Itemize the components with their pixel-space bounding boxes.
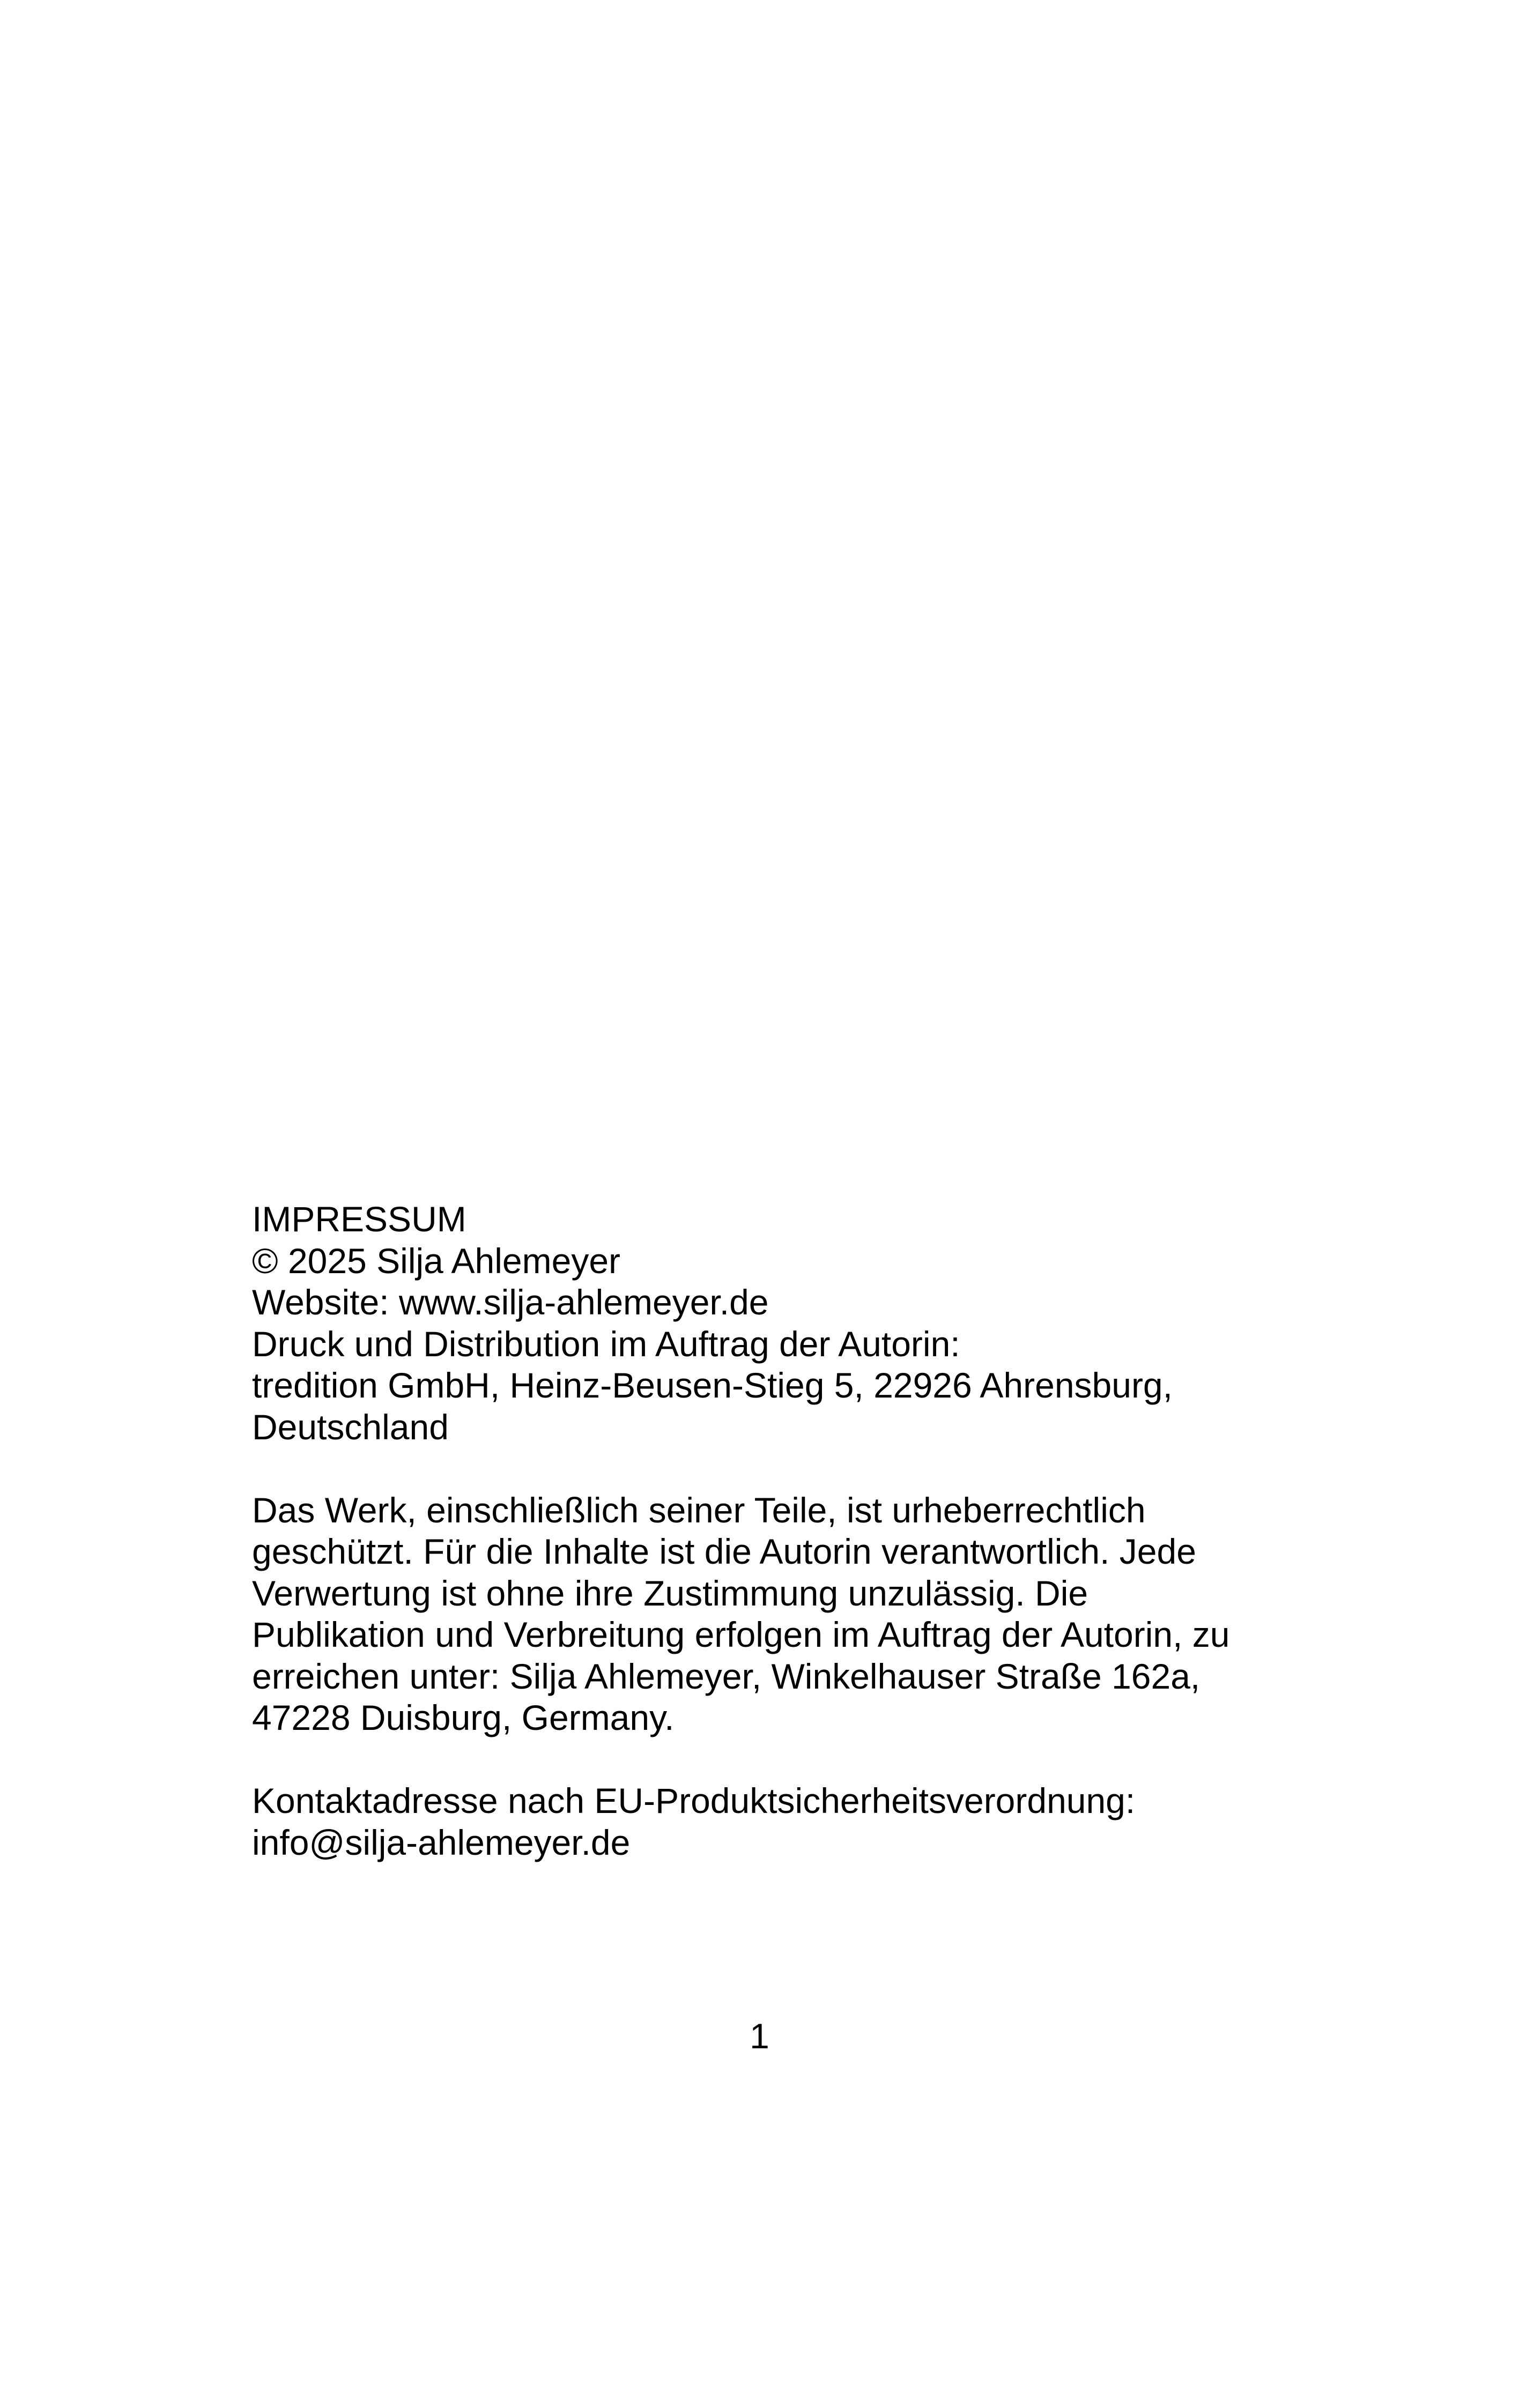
- website-line: Website: www.silja-ahlemeyer.de: [252, 1282, 769, 1322]
- rights-line: Das Werk, einschließlich seiner Teile, ist urheberrechtlich: [252, 1490, 1146, 1530]
- rights-line: Verwertung ist ohne ihre Zustimmung unzulässig. Die: [252, 1573, 1088, 1613]
- imprint-heading: IMPRESSUM: [252, 1199, 466, 1239]
- copyright-line: © 2025 Silja Ahlemeyer: [252, 1240, 621, 1281]
- page-number: 1: [750, 2016, 769, 2056]
- rights-line: erreichen unter: Silja Ahlemeyer, Winkelhauser Straße 162a,: [252, 1656, 1201, 1696]
- paragraph-gap: [252, 1739, 1324, 1781]
- rights-line: 47228 Duisburg, Germany.: [252, 1698, 675, 1737]
- rights-line: geschützt. Für die Inhalte ist die Autorin verantwortlich. Jede: [252, 1532, 1196, 1571]
- paragraph-gap: [252, 1448, 1324, 1490]
- imprint-block: [252, 1199, 1324, 1863]
- publisher-address-line: tredition GmbH, Heinz-Beusen-Stieg 5, 22926 Ahrensburg,: [252, 1365, 1173, 1405]
- print-distribution-line: Druck und Distribution im Auftrag der Autorin:: [252, 1324, 960, 1364]
- publisher-country-line: Deutschland: [252, 1407, 449, 1447]
- contact-label-line: Kontaktadresse nach EU-Produktsicherheitsverordnung:: [252, 1781, 1136, 1820]
- rights-line: Publikation und Verbreitung erfolgen im Auftrag der Autorin, zu: [252, 1615, 1230, 1654]
- contact-email-line: info@silja-ahlemeyer.de: [252, 1822, 631, 1862]
